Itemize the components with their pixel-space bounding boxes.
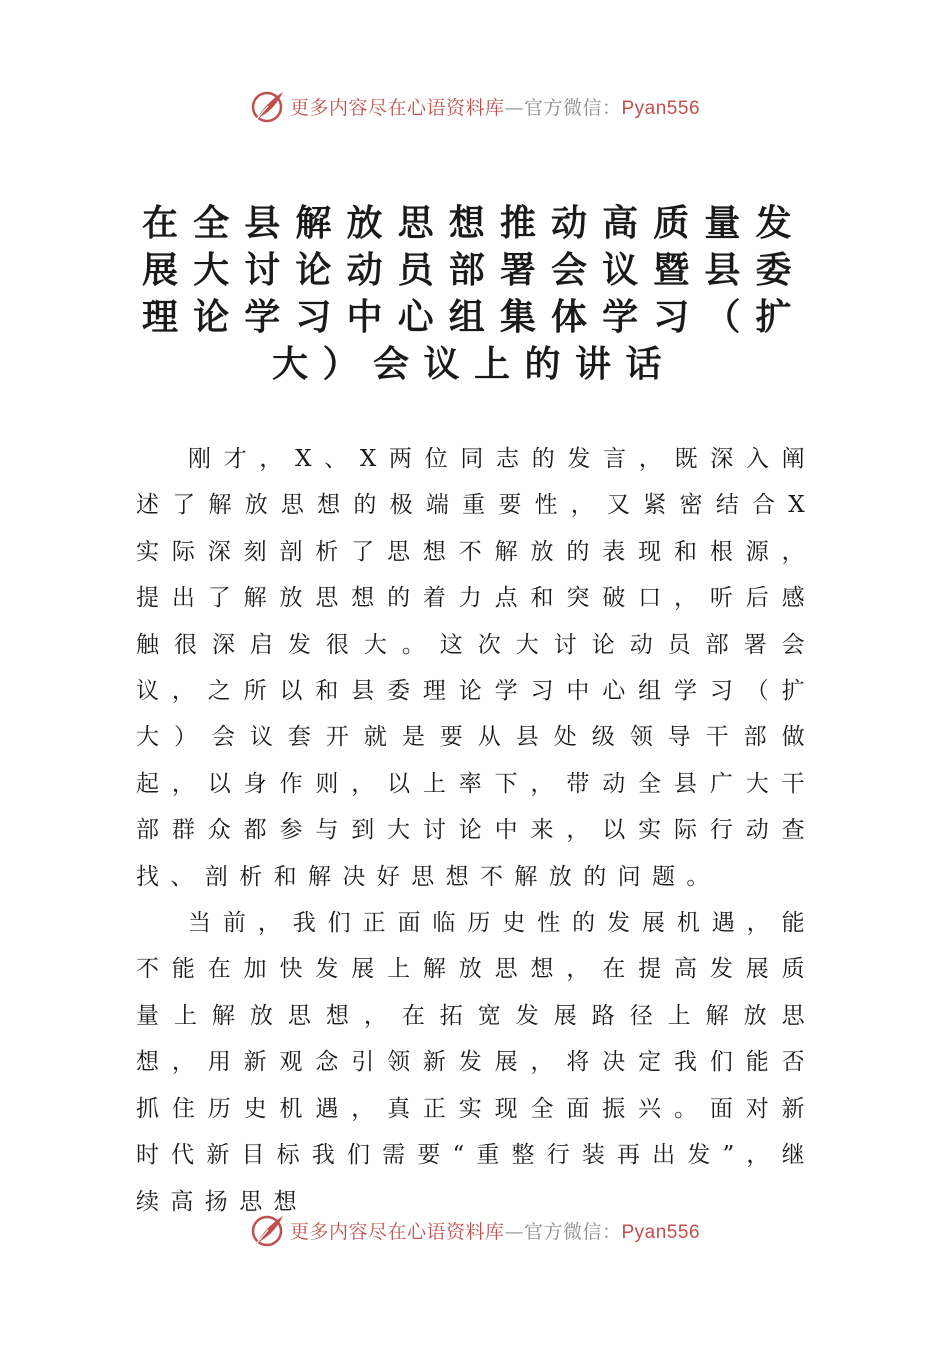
watermark-main: 更多内容尽在心语资料库: [289, 1220, 505, 1243]
header-watermark-banner: [0, 86, 950, 126]
footer-watermark-banner: [0, 1210, 950, 1250]
paragraph: 当前，我们正面临历史性的发展机遇，能不能在加快发展上解放思想，在提高发展质量上解放思想，在拓宽发展路径上解放思想，用新观念引领新发展，将决定我们能否抓住历史机遇，真正实现全面振兴。面对新时代新目标我们需要“重整行装再出发”，继续高扬思想: [136, 910, 816, 1215]
watermark-separator: —: [504, 96, 524, 119]
paragraph: 刚才，X、X两位同志的发言，既深入阐述了解放思想的极端重要性，又紧密结合X实际深刻剖析了思想不解放的表现和根源，提出了解放思想的着力点和突破口，听后感触很深启发很大。这次大讨论动员部署会议，之所以和县委理论学习中心组学习（扩大）会议套开就是要从县处级领导干部做起，以身作则，以上率下，带动全县广大干部群众都参与到大讨论中来，以实际行动查找、剖析和解决好思想不解放的问题。: [136, 446, 816, 890]
feather-quill-logo-icon: [250, 88, 286, 124]
watermark-main: 更多内容尽在心语资料库: [289, 96, 505, 119]
watermark-text: [290, 1217, 700, 1244]
watermark-text: [290, 93, 700, 120]
wechat-id: Pyan556: [621, 1221, 701, 1243]
wechat-label: 官方微信：: [523, 1220, 622, 1243]
wechat-label: 官方微信：: [523, 96, 622, 119]
wechat-id: Pyan556: [621, 97, 701, 119]
feather-quill-logo-icon: [250, 1212, 286, 1248]
document-title: 在全县解放思想推动高质量发展大讨论动员部署会议暨县委理论学习中心组集体学习（扩大）会议上的讲话: [142, 203, 806, 385]
watermark-separator: —: [504, 1220, 524, 1243]
document-body: [136, 436, 816, 1225]
